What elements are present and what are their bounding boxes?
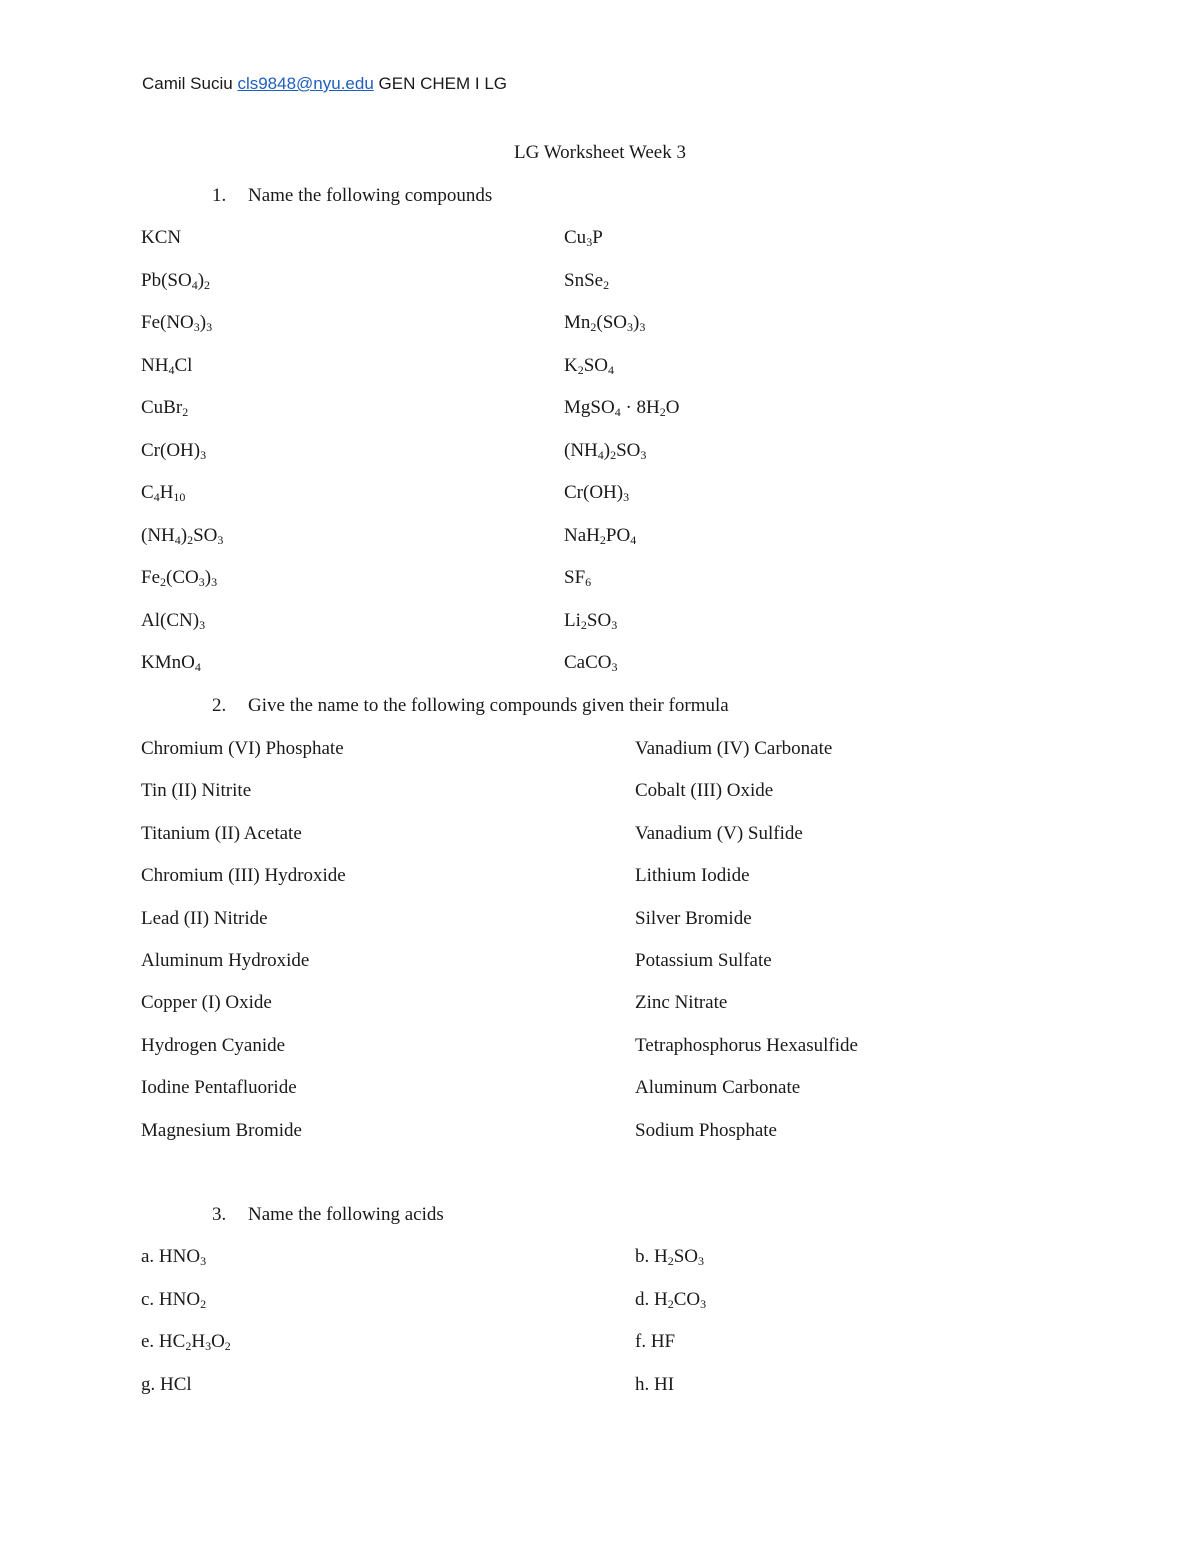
course-name: GEN CHEM I LG (378, 74, 507, 93)
list-item-left: Chromium (III) Hydroxide (141, 865, 346, 887)
list-item-left: Aluminum Hydroxide (141, 950, 310, 971)
list-item-left: Lead (II) Nitride (141, 907, 268, 929)
worksheet-title: LG Worksheet Week 3 (514, 142, 686, 163)
list-row (0, 865, 1200, 895)
list-row (0, 738, 1200, 768)
list-item-left: Hydrogen Cyanide (141, 1034, 286, 1056)
list-row (0, 1077, 1200, 1107)
list-item-left: $NH_4Cl$ (141, 354, 193, 377)
list-item-right: Zinc Nitrate (635, 992, 728, 1014)
list-item-right: $Mn_2(SO_3)_3$ (564, 312, 646, 334)
question-1-heading: 1. Name the following compounds (212, 185, 493, 206)
list-item-right: d. $H_2CO_3$ (635, 1288, 707, 1311)
document-header (142, 74, 507, 94)
list-item-right: $SF_6$ (564, 567, 592, 589)
list-item-right: Lithium Iodide (635, 865, 750, 887)
list-item-left: Chromium (VI) Phosphate (141, 738, 344, 759)
list-item-left: $Cr(OH)_3$ (141, 439, 207, 462)
list-item-right: h. HI (635, 1374, 675, 1396)
list-row (0, 1035, 1200, 1065)
list-item-right: b. $H_2SO_3$ (635, 1246, 705, 1268)
list-item-left: $C_4H_{10}$ (141, 482, 186, 504)
list-row (0, 270, 1200, 300)
list-item-right: $(NH_4)_2SO_3$ (564, 439, 647, 462)
list-item-right: Aluminum Carbonate (635, 1077, 801, 1099)
list-item-right: SnSe$_2$ (564, 269, 610, 292)
list-item-left: Magnesium Bromide (141, 1119, 302, 1141)
list-item-left: c. $HNO_2$ (141, 1288, 207, 1311)
list-item-right: MgSO$_4$ · $8H_2O$ (564, 397, 680, 419)
list-item-right: Cobalt (III) Oxide (635, 780, 774, 802)
list-row (0, 610, 1200, 640)
list-row (0, 525, 1200, 555)
list-item-left: CuBr$_2$ (141, 397, 189, 419)
list-item-left: g. HCl (141, 1374, 192, 1396)
list-row (0, 1374, 1200, 1404)
list-item-left: Titanium (II) Acetate (141, 822, 302, 844)
list-item-right: $Cu_3P$ (564, 227, 603, 249)
list-item-right: $K_2SO_4$ (564, 354, 615, 377)
list-row (0, 780, 1200, 810)
list-row (0, 440, 1200, 470)
list-row (0, 355, 1200, 385)
list-item-left: KMnO$_4$ (141, 652, 201, 674)
list-item-left: KCN (141, 227, 182, 248)
list-row (0, 312, 1200, 342)
list-row (0, 1289, 1200, 1319)
list-item-left: $Fe(NO_3)_3$ (141, 312, 213, 334)
list-item-left: e. $HC_2H_3O_2$ (141, 1331, 231, 1354)
list-row (0, 1331, 1200, 1361)
list-item-left: Copper (I) Oxide (141, 992, 272, 1014)
list-row (0, 950, 1200, 980)
list-item-right: Silver Bromide (635, 907, 752, 929)
list-item-right: CaCO$_3$ (564, 652, 618, 674)
list-item-left: $Al(CN)_3$ (141, 609, 206, 632)
list-row (0, 1120, 1200, 1150)
list-row (0, 992, 1200, 1022)
list-item-right: $Cr(OH)_3$ (564, 482, 630, 504)
list-item-right: $Li_2SO_3$ (564, 609, 618, 632)
list-item-right: $NaH_2PO_4$ (564, 524, 637, 547)
email-link[interactable]: cls9848@nyu.edu (237, 74, 374, 93)
list-row (0, 908, 1200, 938)
list-row (0, 823, 1200, 853)
list-item-left: $(NH_4)_2SO_3$ (141, 524, 224, 547)
list-row (0, 1246, 1200, 1276)
list-item-left: Iodine Pentafluoride (141, 1077, 297, 1099)
question-2-heading: 2. Give the name to the following compounds given their formula (212, 695, 729, 716)
list-row (0, 482, 1200, 512)
list-item-right: f. HF (635, 1331, 676, 1353)
list-item-left: Tin (II) Nitrite (141, 780, 252, 802)
author-name: Camil Suciu (142, 74, 233, 93)
list-row (0, 397, 1200, 427)
list-item-right: Potassium Sulfate (635, 950, 772, 971)
list-item-right: Vanadium (V) Sulfide (635, 822, 803, 844)
list-item-right: Tetraphosphorus Hexasulfide (635, 1034, 858, 1056)
list-item-left: a. $HNO_3$ (141, 1246, 207, 1268)
list-row (0, 567, 1200, 597)
list-item-left: $Fe_2(CO_3)_3$ (141, 567, 218, 589)
question-3-heading: 3. Name the following acids (212, 1204, 444, 1225)
list-item-right: Vanadium (IV) Carbonate (635, 738, 833, 759)
list-row (0, 652, 1200, 682)
list-item-left: $Pb(SO_4)_2$ (141, 269, 211, 292)
list-row (0, 227, 1200, 257)
list-item-right: Sodium Phosphate (635, 1119, 777, 1141)
